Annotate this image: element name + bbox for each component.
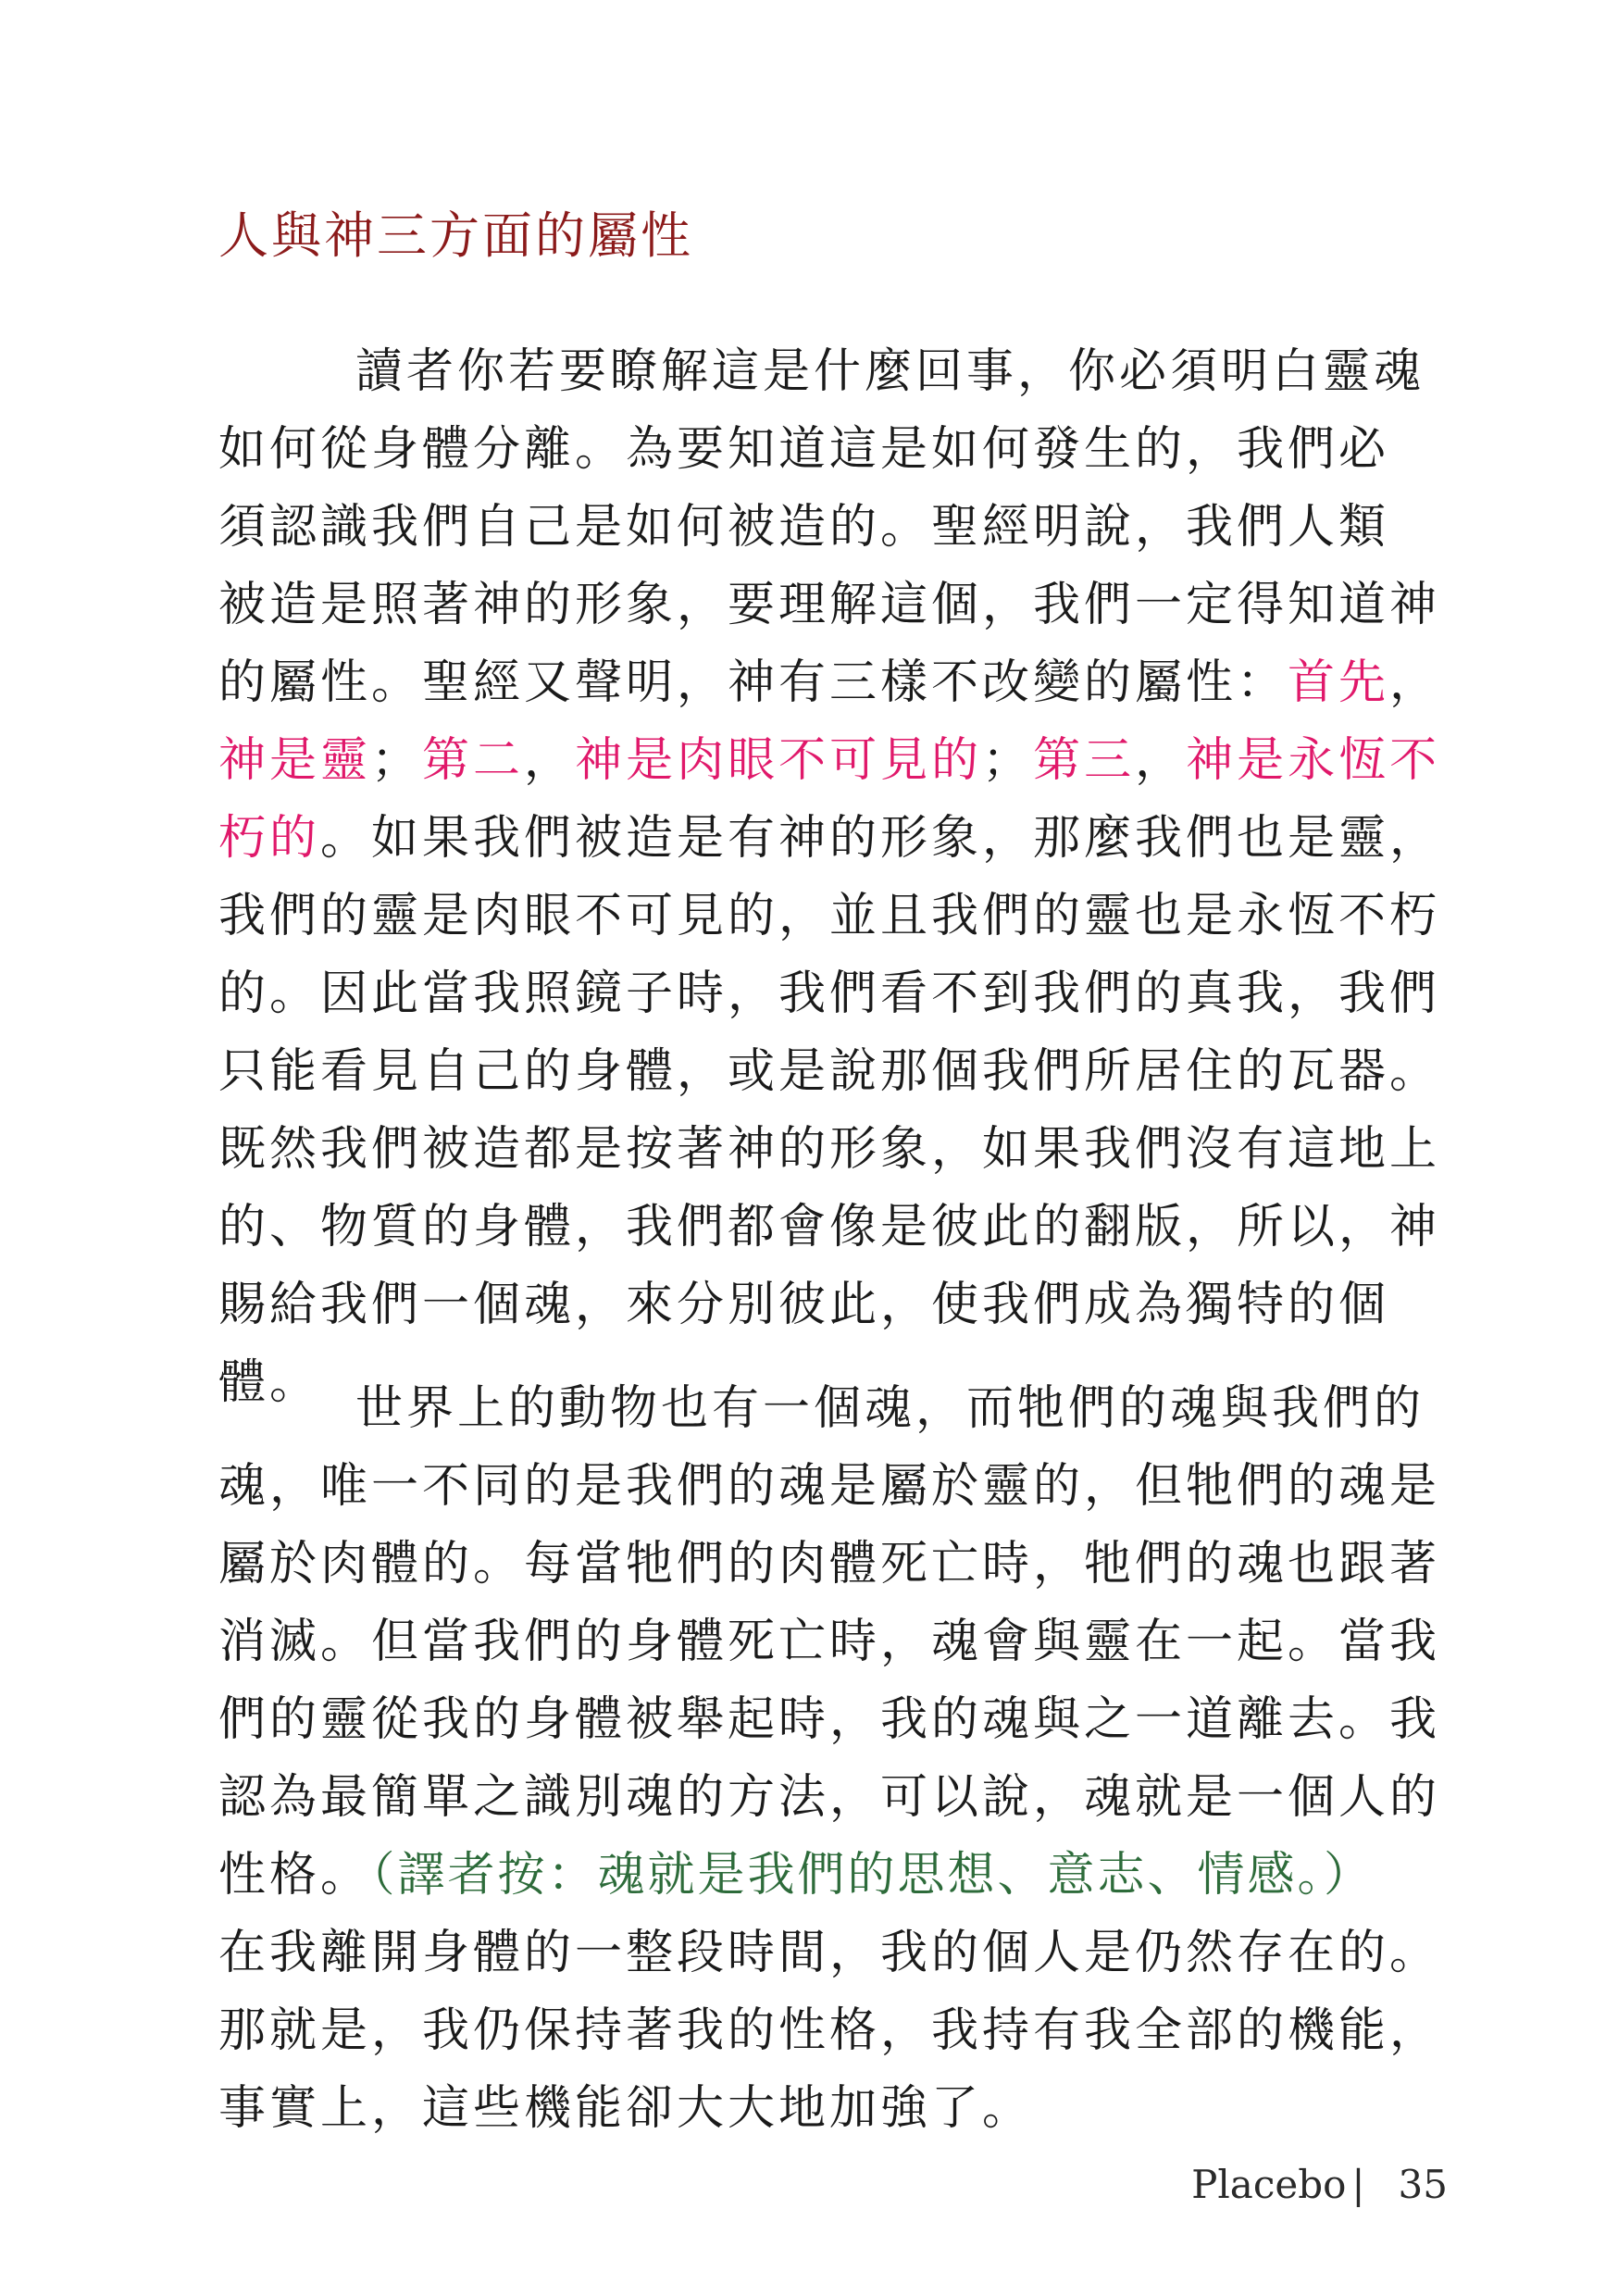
text-run: ； bbox=[982, 733, 1034, 788]
text-line bbox=[218, 1448, 1450, 1526]
text-run: 性格。 bbox=[218, 1848, 372, 1903]
text-line bbox=[218, 1837, 1450, 1915]
text-run: 只能看見自己的身體，或是說那個我們所居住的瓦器。 bbox=[218, 1044, 1441, 1099]
book-title: Placebo bbox=[1191, 2162, 1347, 2207]
text-line bbox=[218, 722, 1450, 800]
text-run: 賜給我們一個魂，來分別彼此，使我們成為獨特的個 bbox=[218, 1278, 1390, 1332]
text-run: 讀者你若要瞭解這是什麼回事，你必須明白靈魂 bbox=[355, 344, 1425, 399]
text-run: 們的靈從我的身體被舉起時，我的魂與之一道離去。我 bbox=[218, 1692, 1441, 1747]
text-line bbox=[218, 489, 1450, 567]
text-line bbox=[218, 333, 1450, 411]
text-run: 既然我們被造都是按著神的形象，如果我們沒有這地上 bbox=[218, 1122, 1441, 1177]
text-run: ； bbox=[371, 733, 423, 788]
text-run: 那就是，我仍保持著我的性格，我持有我全部的機能， bbox=[218, 2003, 1441, 2058]
translator-note: （譯者按：魂就是我們的思想、意志、情感。） bbox=[371, 1848, 1375, 1903]
text-line bbox=[218, 1681, 1450, 1759]
text-run: 魂，唯一不同的是我們的魂是屬於靈的，但牠們的魂是 bbox=[218, 1459, 1441, 1514]
text-line bbox=[218, 1033, 1450, 1111]
highlight-text: 首先 bbox=[1288, 655, 1390, 710]
text-line bbox=[218, 644, 1450, 722]
highlight-text: 第二 bbox=[422, 733, 525, 788]
text-line bbox=[218, 800, 1450, 878]
text-run: 事實上，這些機能卻大大地加強了。 bbox=[218, 2081, 1034, 2136]
text-line bbox=[218, 1189, 1450, 1267]
text-run: 。如果我們被造是有神的形象，那麼我們也是靈， bbox=[320, 811, 1441, 866]
text-run: ， bbox=[1389, 655, 1441, 710]
text-run: 認為最簡單之識別魂的方法，可以說，魂就是一個人的 bbox=[218, 1770, 1441, 1825]
text-line bbox=[218, 955, 1450, 1033]
page-number: 35 bbox=[1398, 2162, 1448, 2207]
highlight-text: 第三 bbox=[1033, 733, 1136, 788]
paragraph-1 bbox=[218, 333, 1450, 1422]
text-line bbox=[218, 1759, 1450, 1837]
paragraph-2 bbox=[218, 1370, 1450, 2148]
text-run: 的屬性。聖經又聲明，神有三樣不改變的屬性： bbox=[218, 655, 1288, 710]
text-line bbox=[218, 878, 1450, 955]
page-footer bbox=[1191, 2157, 1448, 2213]
highlight-text: 神是靈 bbox=[218, 733, 372, 788]
text-run: ， bbox=[1135, 733, 1187, 788]
text-line bbox=[218, 411, 1450, 489]
text-run: ， bbox=[524, 733, 576, 788]
text-run: 體。 bbox=[218, 1355, 321, 1410]
text-run: 的。因此當我照鏡子時，我們看不到我們的真我，我們 bbox=[218, 967, 1441, 1021]
section-heading: 人與神三方面的屬性 bbox=[218, 206, 693, 265]
text-run: 屬於肉體的。每當牠們的肉體死亡時，牠們的魂也跟著 bbox=[218, 1537, 1441, 1591]
text-run: 被造是照著神的形象，要理解這個，我們一定得知道神 bbox=[218, 578, 1441, 632]
text-run: 的、物質的身體，我們都會像是彼此的翻版，所以，神 bbox=[218, 1200, 1441, 1254]
text-line bbox=[218, 1111, 1450, 1189]
text-run: 如何從身體分離。為要知道這是如何發生的，我們必 bbox=[218, 422, 1390, 477]
highlight-text: 神是永恆不 bbox=[1186, 733, 1441, 788]
text-line bbox=[218, 1915, 1450, 1992]
footer-separator: | bbox=[1351, 2162, 1365, 2207]
highlight-text: 朽的 bbox=[218, 811, 321, 866]
text-line bbox=[218, 567, 1450, 644]
text-run: 須認識我們自己是如何被造的。聖經明說，我們人類 bbox=[218, 500, 1390, 555]
text-line bbox=[218, 1526, 1450, 1603]
text-run: 世界上的動物也有一個魂，而牠們的魂與我們的 bbox=[355, 1381, 1425, 1436]
text-line bbox=[218, 1992, 1450, 2070]
text-line bbox=[218, 1267, 1450, 1344]
highlight-text: 神是肉眼不可見的 bbox=[575, 733, 983, 788]
text-run: 我們的靈是肉眼不可見的，並且我們的靈也是永恆不朽 bbox=[218, 889, 1441, 943]
text-line bbox=[218, 2070, 1450, 2148]
text-line bbox=[218, 1370, 1450, 1448]
text-line bbox=[218, 1603, 1450, 1681]
text-run: 在我離開身體的一整段時間，我的個人是仍然存在的。 bbox=[218, 1926, 1441, 1980]
text-run: 消滅。但當我們的身體死亡時，魂會與靈在一起。當我 bbox=[218, 1615, 1441, 1669]
